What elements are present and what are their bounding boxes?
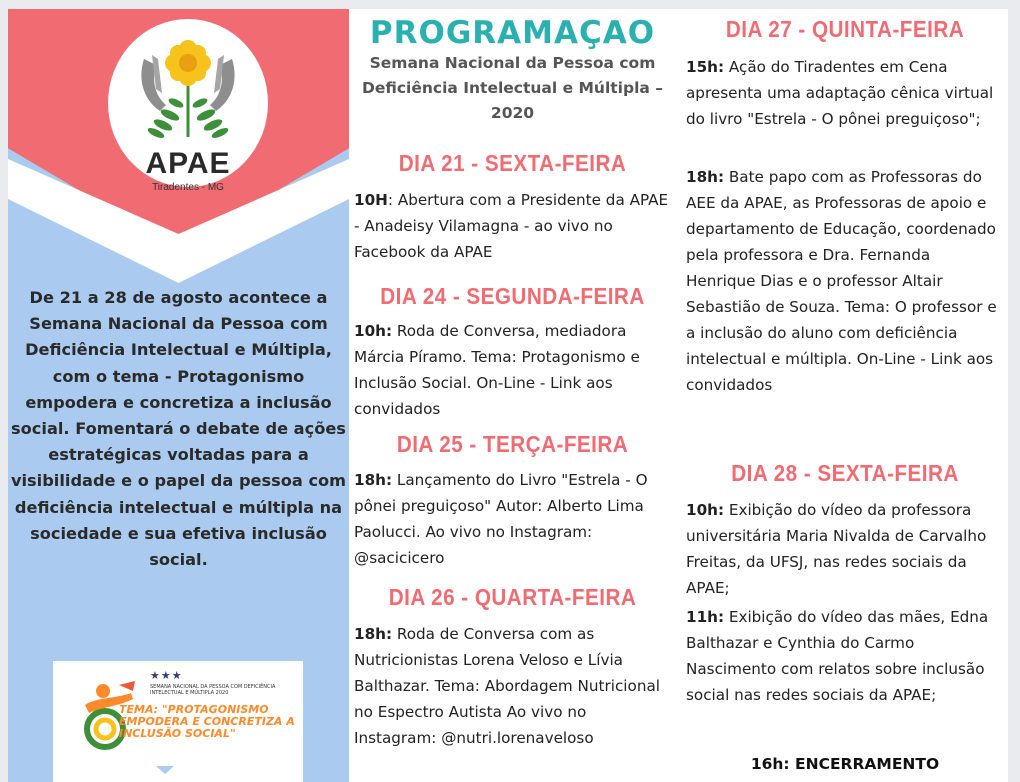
- event-text: Exibição do vídeo das mães, Edna Balthazar e Cynthia do Carmo Nascimento com relatos sobre inclusão social nas redes sociais da APAE;: [686, 608, 989, 704]
- campaign-theme: TEMA: "PROTAGONISMO EMPODERA E CONCRETIZA A INCLUSÃO SOCIAL": [119, 703, 295, 740]
- apae-logo: [108, 19, 268, 193]
- event-time: 10h:: [354, 322, 393, 340]
- event-text: Bate papo com as Professoras do AEE da APAE, as Professoras de apoio e departamento de Educação, coordenado pela professora e Dra. Fernanda Henrique Dias e o professor Altair Sebastião de Souza. Tema: O professor e a inclusão do aluno com deficiência intelectual e múltipla. On-Line - Link aos convidados: [686, 168, 997, 394]
- chevron-down-icon: [156, 766, 174, 774]
- day-28-heading: DIA 28 - SEXTA-FEIRA: [731, 460, 959, 486]
- campaign-event-name: SEMANA NACIONAL DA PESSOA COM DEFICIÊNCIA INTELECTUAL E MÚLTIPLA 2020: [150, 684, 276, 696]
- left-panel: [8, 9, 349, 782]
- event-time: 18h:: [354, 471, 393, 489]
- event-time: 11h:: [686, 608, 725, 626]
- event-text: Roda de Conversa com as Nutricionistas Lorena Veloso e Lívia Balthazar. Tema: Abordagem Nutricional no Espectro Autista Ao vivo no Instagram: @nutri.lorenaveloso: [354, 625, 660, 747]
- event-day-27-b: [686, 164, 1004, 398]
- event-day-27-a: [686, 54, 1004, 132]
- campaign-stars: ★★★: [150, 669, 183, 682]
- event-day-24: [354, 318, 672, 422]
- day-27-heading: DIA 27 - QUINTA-FEIRA: [725, 16, 965, 42]
- event-time: 15h:: [686, 58, 725, 76]
- event-day-28-b: [686, 604, 1004, 708]
- event-time: 18h:: [354, 625, 393, 643]
- page-title: PROGRAMAÇAO: [369, 15, 656, 51]
- event-time: 18h:: [686, 168, 725, 186]
- event-text: Ação do Tiradentes em Cena apresenta uma adaptação cênica virtual do livro "Estrela - O pônei preguiçoso";: [686, 58, 994, 128]
- campaign-banner: [53, 661, 303, 782]
- event-text: Abertura com a Presidente da APAE - Anadeisy Vilamagna - ao vivo no Facebook da APAE: [354, 191, 669, 261]
- event-day-26: [354, 621, 672, 751]
- event-day-25: [354, 467, 672, 571]
- event-day-28-a: [686, 497, 1004, 601]
- poster: [8, 9, 1008, 782]
- day-26-heading: DIA 26 - QUARTA-FEIRA: [388, 584, 637, 610]
- apae-city: Tiradentes - MG: [152, 182, 224, 193]
- day-25-heading: DIA 25 - TERÇA-FEIRA: [396, 431, 629, 457]
- apae-logo-icon: [108, 19, 268, 149]
- intro-text: De 21 a 28 de agosto acontece a Semana Nacional da Pessoa com Deficiência Intelectual e Múltipla, com o tema - Protagonismo empodera e concretiza a inclusão social. Fomentará o debate de ações estratégicas voltadas para a visibilidade e o papel da pessoa com deficiência intelectual e múltipla na sociedade e sua efetiva inclusão social.: [10, 288, 347, 570]
- day-24-heading: DIA 24 - SEGUNDA-FEIRA: [380, 283, 645, 309]
- event-text: Exibição do vídeo da professora universitária Maria Nivalda de Carvalho Freitas, da UFSJ, nas redes sociais da APAE;: [686, 501, 987, 597]
- apae-wordmark: APAE: [145, 147, 231, 180]
- event-time: 10H: [354, 191, 388, 209]
- page-subtitle: Semana Nacional da Pessoa com Deficiência Intelectual e Múltipla – 2020: [361, 54, 664, 122]
- event-day-21: [354, 187, 672, 265]
- event-text: Roda de Conversa, mediadora Márcia Píramo. Tema: Protagonismo e Inclusão Social. On-Line - Link aos convidados: [354, 322, 640, 418]
- day-21-heading: DIA 21 - SEXTA-FEIRA: [398, 150, 627, 176]
- closing-event: 16h: ENCERRAMENTO: [750, 755, 940, 773]
- event-text: Lançamento do Livro "Estrela - O pônei preguiçoso" Autor: Alberto Lima Paolucci. Ao vivo no Instagram: @sacicicero: [354, 471, 648, 567]
- event-time: 10h:: [686, 501, 725, 519]
- event-time-separator: :: [387, 191, 398, 209]
